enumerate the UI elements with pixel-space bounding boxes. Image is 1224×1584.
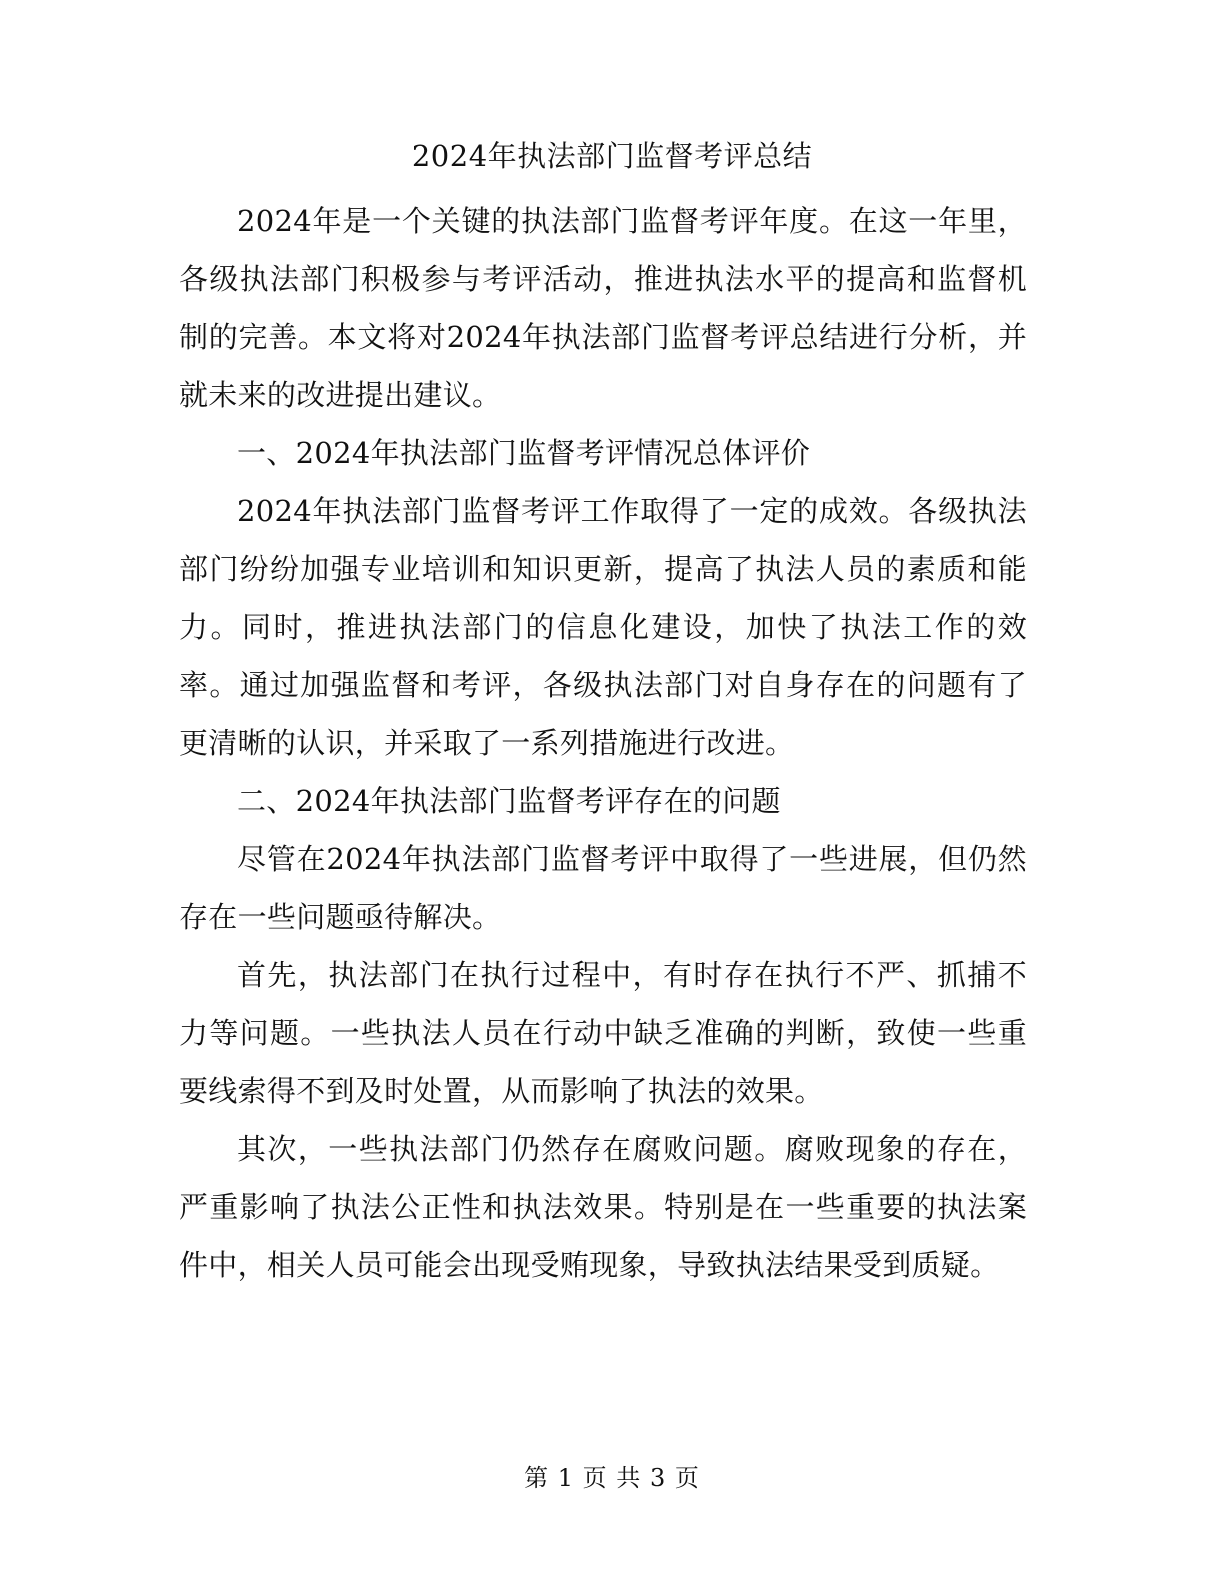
section-heading-2: 二、2024年执法部门监督考评存在的问题: [237, 784, 781, 818]
section-heading-1: 一、2024年执法部门监督考评情况总体评价: [237, 436, 811, 470]
document-body: [179, 192, 1027, 1294]
section-2-paragraph-3: 其次，一些执法部门仍然存在腐败问题。腐败现象的存在，严重影响了执法公正性和执法效果。特别是在一些重要的执法案件中，相关人员可能会出现受贿现象，导致执法结果受到质疑。: [179, 1132, 1027, 1282]
section-2-paragraph-2: 首先，执法部门在执行过程中，有时存在执行不严、抓捕不力等问题。一些执法人员在行动中缺乏准确的判断，致使一些重要线索得不到及时处置，从而影响了执法的效果。: [179, 958, 1027, 1108]
page-footer: 第 1 页 共 3 页: [524, 1464, 700, 1492]
section-2-paragraph-1: 尽管在2024年执法部门监督考评中取得了一些进展，但仍然存在一些问题亟待解决。: [179, 842, 1027, 934]
section-1-paragraph: 2024年执法部门监督考评工作取得了一定的成效。各级执法部门纷纷加强专业培训和知识更新，提高了执法人员的素质和能力。同时，推进执法部门的信息化建设，加快了执法工作的效率。通过加强监督和考评，各级执法部门对自身存在的问题有了更清晰的认识，并采取了一系列措施进行改进。: [179, 494, 1027, 760]
intro-paragraph: 2024年是一个关键的执法部门监督考评年度。在这一年里，各级执法部门积极参与考评活动，推进执法水平的提高和监督机制的完善。本文将对2024年执法部门监督考评总结进行分析，并就未来的改进提出建议。: [179, 204, 1027, 412]
document-title: 2024年执法部门监督考评总结: [411, 139, 813, 173]
